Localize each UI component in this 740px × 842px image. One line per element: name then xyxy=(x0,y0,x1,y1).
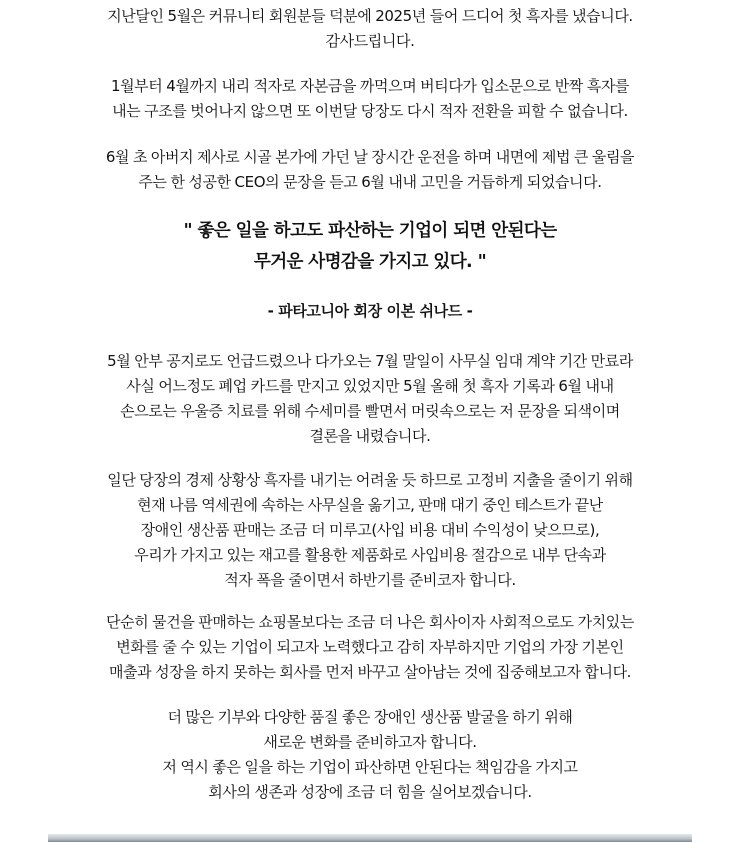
text-line: 사실 어느정도 폐업 카드를 만지고 있었지만 5월 올해 첫 흑자 기록과 6월 내내 xyxy=(126,377,614,395)
text-line: 현재 나름 역세권에 속하는 사무실을 옮기고, 판매 대기 중인 테스트가 끝난 xyxy=(137,496,603,514)
paragraph-ceo-sentence xyxy=(0,145,740,195)
quote-line: 무거운 사명감을 가지고 있다. " xyxy=(253,252,487,272)
text-line: 주는 한 성공한 CEO의 문장을 듣고 6월 내내 고민을 거듭하게 되었습니다. xyxy=(138,173,602,191)
paragraph-company-vision xyxy=(0,610,740,685)
text-line: 지난달인 5월은 커뮤니티 회원분들 덕분에 2025년 들어 드디어 첫 흑자를 냈습니다. xyxy=(107,7,633,25)
paragraph-closing xyxy=(0,705,740,805)
text-line: 저 역시 좋은 일을 하는 기업이 파산하면 안된다는 책임감을 가지고 xyxy=(162,758,578,776)
paragraph-office-lease xyxy=(0,349,740,449)
text-line: 매출과 성장을 하지 못하는 회사를 먼저 바꾸고 살아남는 것에 집중해보고자 합니다. xyxy=(108,663,632,681)
text-line: 더 많은 기부와 다양한 품질 좋은 장애인 생산품 발굴을 하기 위해 xyxy=(167,708,573,726)
text-line: 1월부터 4월까지 내리 적자로 자본금을 까먹으며 버티다가 입소문으로 반짝 흑자를 xyxy=(110,77,630,95)
paragraph-first-profit xyxy=(0,4,740,54)
text-line: 감사드립니다. xyxy=(325,32,415,50)
text-line: 내는 구조를 벗어나지 않으면 또 이번달 당장도 다시 적자 전환을 피할 수 없습니다. xyxy=(112,102,628,120)
text-line: 변화를 줄 수 있는 기업이 되고자 노력했다고 감히 자부하지만 기업의 가장 기본인 xyxy=(116,638,624,656)
text-line: 일단 당장의 경제 상황상 흑자를 내기는 어려울 듯 하므로 고정비 지출을 줄이기 위해 xyxy=(107,471,633,489)
text-line: 장애인 생산품 판매는 조금 더 미루고(사입 비용 대비 수익성이 낮으므로), xyxy=(140,521,600,539)
text-line: 우리가 가지고 있는 재고를 활용한 제품화로 사입비용 절감으로 내부 단속과 xyxy=(134,546,606,564)
text-line: 6월 초 아버지 제사로 시골 본가에 가던 날 장시간 운전을 하며 내면에 제법 큰 울림을 xyxy=(105,148,635,166)
text-line: 손으로는 우울증 치료를 위해 수세미를 빨면서 머릿속으로는 저 문장을 되색이며 xyxy=(120,402,620,420)
quote-attribution: - 파타고니아 회장 이본 쉬나드 - xyxy=(267,302,473,320)
quote-line: " 좋은 일을 하고도 파산하는 기업이 되면 안된다는 xyxy=(183,221,557,241)
text-line: 회사의 생존과 성장에 조금 더 힘을 실어보겠습니다. xyxy=(208,783,532,801)
text-line: 새로운 변화를 준비하고자 합니다. xyxy=(263,733,477,751)
text-line: 적자 폭을 줄이면서 하반기를 준비코자 합니다. xyxy=(224,571,516,589)
paragraph-cost-reduction xyxy=(0,468,740,593)
text-line: 단순히 물건을 판매하는 쇼핑몰보다는 조금 더 나은 회사이자 사회적으로도 가치있는 xyxy=(106,613,634,631)
next-image-edge xyxy=(48,834,692,842)
text-line: 결론을 내렸습니다. xyxy=(309,427,431,445)
quote-block xyxy=(0,216,740,278)
paragraph-deficit-structure xyxy=(0,74,740,124)
text-line: 5월 안부 공지로도 언급드렸으나 다가오는 7월 말일이 사무실 임대 계약 기간 만료라 xyxy=(107,352,633,370)
